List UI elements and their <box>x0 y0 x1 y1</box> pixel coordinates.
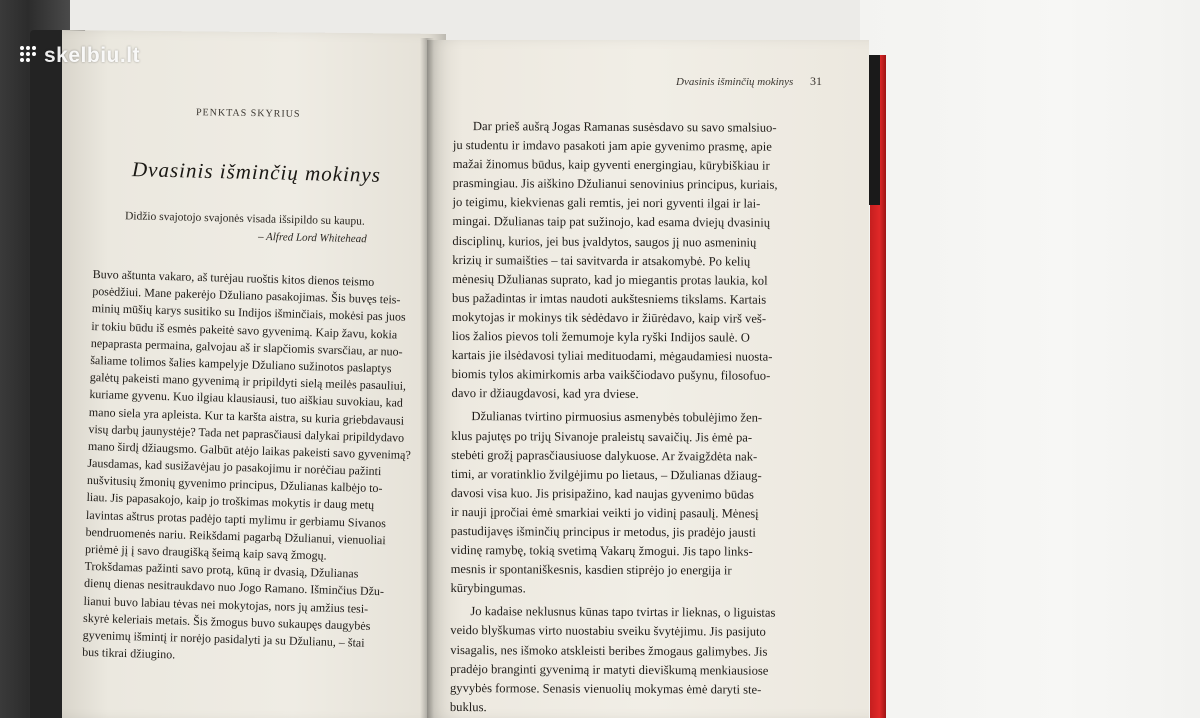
left-text-line: visų darbų jaunystėje? Tada net paprasčiausi dalykai pripildydavo <box>88 421 405 445</box>
left-text-line: skyrė keleriais metais. Šis žmogus buvo sukaupęs daugybės <box>82 610 371 633</box>
right-text-line: ju studentu ir imdavo pasakoti jam apie gyvenimo prasmę, apie <box>452 138 772 154</box>
left-text-line: lianui buvo labiau tėvas nei mokytojas, nors jų amžius tesi- <box>83 593 369 616</box>
left-text-line: minių mūšių karys susitiko su Indijos išminčiais, mokėsi pas juos <box>91 301 406 325</box>
right-text-line: timi, ar voratinklio žvilgėjimu po lietaus, – Džulianas džiaug- <box>451 466 762 483</box>
right-text-line: prasmingiau. Jis aiškino Džulianui senovinius principus, kuriais, <box>452 176 778 192</box>
right-text-line: bus pažadintas ir imtas naudoti aukštesniems tikslams. Kartais <box>452 290 767 307</box>
right-text-line: mažai žinomus būdus, kaip gyventi energingiau, kūrybiškiau ir <box>452 157 770 173</box>
epigraph-author: – Alfred Lord Whitehead <box>257 230 367 246</box>
right-text-line: mingai. Džulianas taip pat sužinojo, kad esama dviejų dvasinių <box>452 214 771 231</box>
left-text-line: mano širdį džiaugsmo. Galbūt atėjo laikas pakeisti savo gyvenimą? <box>87 438 411 462</box>
right-text-line: mėnesių Džulianas suprato, kad jo miegantis protas laukia, kol <box>452 271 768 288</box>
book-cover-right-dark <box>868 55 880 205</box>
epigraph: Didžio svajotojo svajonės visada išsipildo su kaupu. <box>124 210 365 228</box>
left-text-line: bus tikrai džiugino. <box>82 644 176 662</box>
right-text-line: Dar prieš aušrą Jogas Ramanas susėsdavo su savo smalsiuo- <box>472 119 777 135</box>
left-text-line: dienų dienas nesitraukdavo nuo Jogo Ramano. Išminčius Džu- <box>83 576 385 599</box>
right-text-line: vidinę ramybę, tokią svetimą Vakarų žmogui. Jis tapo links- <box>450 543 753 559</box>
right-text-line: buklus. <box>449 699 487 714</box>
background-wall <box>860 0 1200 718</box>
right-text-line: kartais jie ilsėdavosi tyliai medituodami, mėgaudamiesi nuosta- <box>451 348 773 364</box>
left-text-line: nušvitusių žmonių gyvenimo principus, Džulianas kalbėjo to- <box>86 473 383 496</box>
left-text-line: Buvo aštunta vakaro, aš turėjau ruoštis kitos dienos teismo <box>92 266 375 289</box>
right-text-line: jo teigimu, kiekvienas gali remtis, jei nori gyventi ilgai ir lai- <box>452 195 761 211</box>
right-text-line: lios žalios pievos toli žemumoje kyla ryški Indijos saulė. O <box>451 329 750 345</box>
chapter-title: Dvasinis išminčių mokinys <box>131 157 382 187</box>
watermark <box>18 44 140 68</box>
right-text-line: klus pajutęs po trijų Sivanoje praleistų savaičių. Jis ėmė pa- <box>451 428 753 445</box>
right-page-body <box>450 117 838 718</box>
dots-icon <box>18 44 38 64</box>
left-text-line: šaliame tolimos šalies kampelyje Džuliano sužinotos paslaptys <box>90 352 392 376</box>
left-page-body <box>82 266 433 671</box>
left-text-line: lavintas aštrus protas padėjo tapti mylimu ir gerbiamu Sivanos <box>85 507 387 530</box>
right-text-line: disciplinų, kurios, jei bus įvaldytos, saugos jį nuo asmeninių <box>452 233 757 250</box>
right-text-line: pastudijavęs išminčių principus ir metodus, jis pradėjo jausti <box>450 523 756 540</box>
right-text-line: ir nauji įpročiai ėmė smarkiai veikti jo vidinį pasaulį. Mėnesį <box>450 504 759 521</box>
left-text-line: nepaprasta permaina, galvojau aš ir slapčiomis svarsčiau, ar nuo- <box>90 335 403 359</box>
running-head: Dvasinis išminčių mokinys <box>676 76 794 88</box>
right-text-line: Jo kadaise neklusnus kūnas tapo tvirtas ir lieknas, o liguistas <box>470 604 776 621</box>
chapter-label: PENKTAS SKYRIUS <box>195 107 301 120</box>
left-text-line: Jausdamas, kad susižavėjau jo pasakojimu ir norėčiau pažinti <box>87 455 382 479</box>
right-text-line: veido blyškumas virto nuostabiu sveiku švytėjimu. Jis pasijuto <box>450 623 766 640</box>
page-number: 31 <box>810 74 822 88</box>
left-text-line: gyvenimų išmintį ir norėjo pasidalyti ja su Džulianu, – štai <box>82 627 365 650</box>
right-text-line: Džulianas tvirtino pirmuosius asmenybės tobulėjimo žen- <box>471 409 763 426</box>
right-text-line: stebėti grožį paprasčiausiuose dalykuose. Ar žvaigždėta nak- <box>451 447 758 464</box>
right-text-line: mesnis ir spontaniškesnis, kasdien stiprėjo jo energija ir <box>450 562 732 578</box>
watermark-text: skelbiu.lt <box>44 44 141 67</box>
right-text-line: gyvybės formose. Senasis vienuolių mokymas ėmė daryti ste- <box>449 680 762 697</box>
right-text-line: davo ir džiaugdavosi, kad yra dviese. <box>451 386 639 402</box>
right-text-line: visagalis, nes išmoko atskleisti beribes žmogaus galimybes. Jis <box>450 642 768 659</box>
left-text-line: ir tokiu būdu iš esmės pakeitė savo gyvenimą. Kaip žavu, kokia <box>91 318 398 342</box>
right-text-line: biomis tylos akimirkomis arba vaikščiodavo pušynu, filosofuo- <box>451 367 771 383</box>
left-text-line: Trokšdamas pažinti savo protą, kūną ir dvasią, Džulianas <box>84 559 359 581</box>
right-text-line: mokytojas ir mokinys tik sėdėdavo ir žiūrėdavo, kaip virš veš- <box>451 309 767 326</box>
left-text-line: priėmė jį į savo draugišką šeimą kaip savą žmogų. <box>84 541 327 563</box>
right-text-line: pradėjo branginti gyvenimą ir matyti dieviškumą menkiausiose <box>450 661 769 678</box>
left-text-line: liau. Jis papasakojo, kaip jo troškimas mokytis ir daug metų <box>86 490 375 513</box>
left-text-line: galėtų pakeisti mano gyvenimą ir pripildyti sielą meilės pasauliui, <box>89 370 407 393</box>
left-text-line: mano siela yra apleista. Kur ta karšta aistra, su kuria griebdavausi <box>88 404 405 428</box>
left-text-line: bendruomenės nariu. Reikšdami pagarbą Džulianui, vienuoliai <box>85 524 386 548</box>
left-text-line: kuriame gyvenu. Kuo ilgiau klausiausi, tuo aiškiau suvokiau, kad <box>89 387 404 411</box>
right-text-line: krizių ir sumaišties – tai savitvarda ir atsakomybė. Po kelių <box>452 252 751 269</box>
right-text-line: kūrybingumas. <box>450 581 526 596</box>
right-text-line: davosi visa kuo. Jis prisipažino, kad naujas gyvenimo būdas <box>450 485 754 502</box>
left-text-line: posėdžiui. Mane pakerėjo Džuliano pasakojimas. Šis buvęs teis- <box>92 284 401 307</box>
